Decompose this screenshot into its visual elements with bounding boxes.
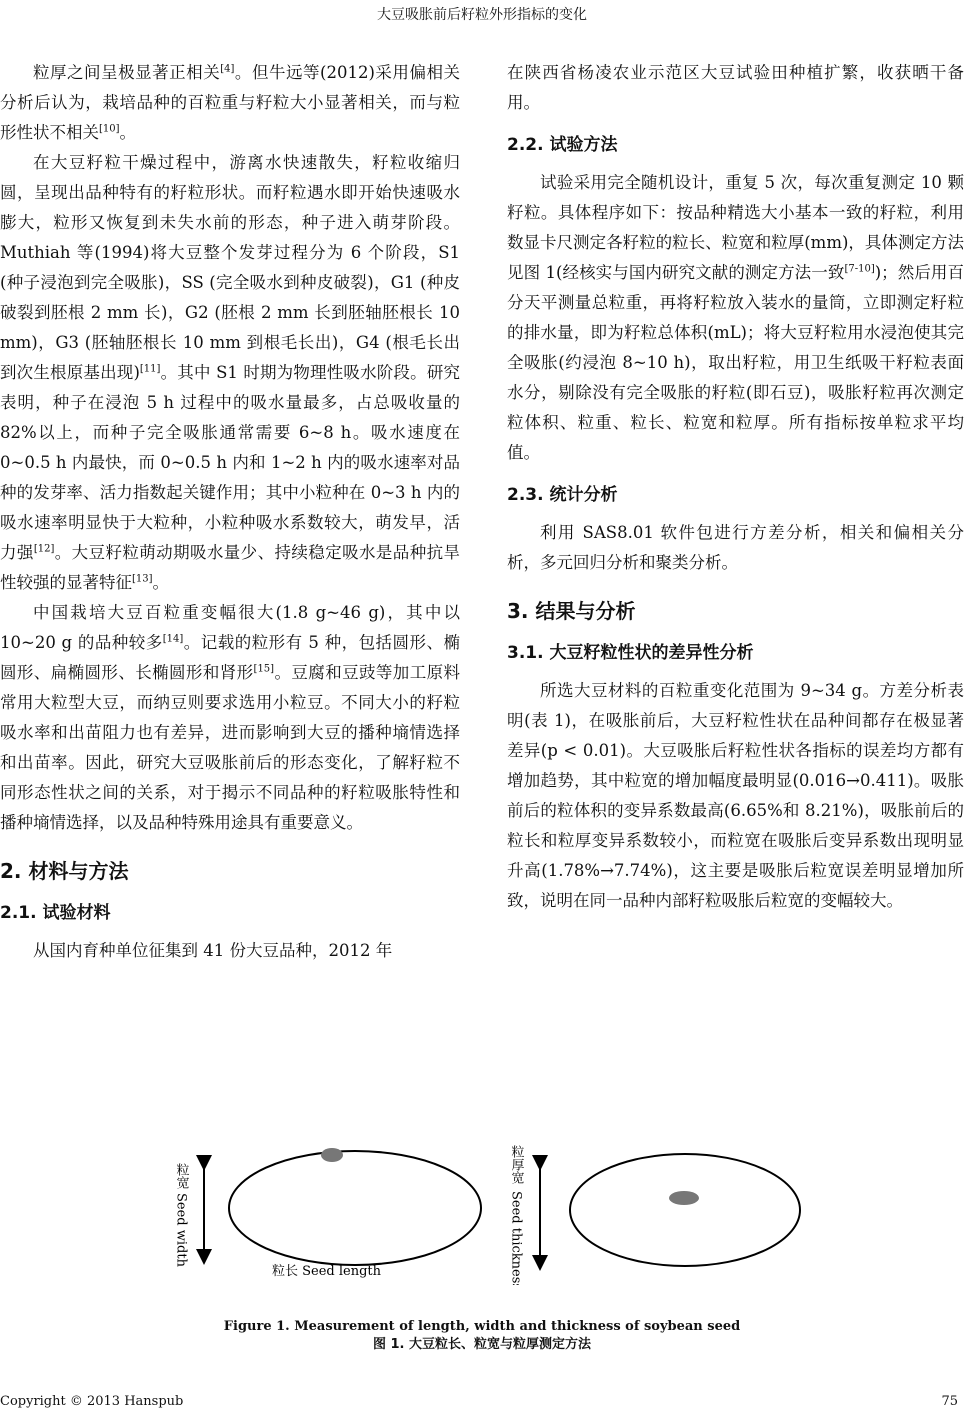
- thickness-label-zh: 粒厚宽: [508, 1145, 524, 1184]
- citation: [12]: [33, 543, 55, 555]
- left-column: [0, 58, 460, 966]
- subsection-heading-stats: 2.3. 统计分析: [507, 485, 618, 505]
- page-number: 75: [941, 1394, 958, 1409]
- thickness-label-en: Seed thickness: [508, 1191, 524, 1285]
- subsection-heading-materials: 2.1. 试验材料: [0, 903, 111, 923]
- citation: [7-10]: [844, 263, 875, 275]
- paragraph-2: 在大豆籽粒干燥过程中，游离水快速散失，籽粒收缩归圆，呈现出品种特有的籽粒形状。而籽粒遇水即开始快速吸水膨大，粒形又恢复到未失水前的形态，种子进入萌芽阶段。Muthiah 等(1994)将大豆整个发芽过程分为 6 个阶段，S1 (种子浸泡到完全吸胀)，SS (完全吸水到种皮破裂)，G1 (种皮破裂到胚根 2 mm 长)，G2 (胚根 2 mm 长到胚轴胚根长 10 mm)，G3 (胚轴胚根长 10 mm 到根毛长出)，G4 (根毛长出到次生根原基出现)[11]。其中 S1 时期为物理性吸水阶段。研究表明，种子在浸泡 5 h 过程中的吸水量最多，占总吸收量的 82%以上，而种子完全吸胀通常需要 6~8 h。吸水速度在 0~0.5 h 内最快，而 0~0.5 h 内和 1~2 h 内的吸水速率对品种的发芽率、活力指数起关键作用；其中小粒种在 0~3 h 内的吸水速率明显快于大粒种，小粒种吸水系数较大，萌发早，活力强[12]。大豆籽粒萌动期吸水量少、持续稳定吸水是品种抗旱性较强的显著特征[13]。: [0, 153, 461, 592]
- paragraph-2: 试验采用完全随机设计，重复 5 次，每次重复测定 10 颗籽粒。具体程序如下：按品种精选大小基本一致的籽粒，利用数显卡尺测定各籽粒的粒长、粒宽和粒厚(mm)，具体测定方法见图 1(经核实与国内研究文献的测定方法一致[7-10])；然后用百分天平测量总粒重，再将籽粒放入装水的量筒，立即测定籽粒的排水量，即为籽粒总体积(mL)；将大豆籽粒用水浸泡使其完全吸胀(约浸泡 8~10 h)，取出籽粒，用卫生纸吸干籽粒表面水分，剔除没有完全吸胀的籽粒(即石豆)，吸胀籽粒再次测定粒体积、粒重、粒长、粒宽和粒厚。所有指标按单粒求平均值。: [507, 173, 964, 462]
- paragraph-3: 中国栽培大豆百粒重变幅很大(1.8 g~46 g)，其中以 10~20 g 的品种较多[14]。记载的粒形有 5 种，包括圆形、椭圆形、扁椭圆形、长椭圆形和肾形[15]。豆腐和豆豉等加工原料常用大粒型大豆，而纳豆则要求选用小粒豆。不同大小的籽粒吸水率和出苗阻力也有差异，进而影响到大豆的播种墒情选择和出苗率。因此，研究大豆吸胀前后的形态变化，了解籽粒不同形态性状之间的关系，对于揭示不同品种的籽粒吸胀特性和播种墒情选择，以及品种特殊用途具有重要意义。: [0, 603, 461, 832]
- hilum-mark-side: [669, 1191, 699, 1205]
- paragraph-1: 在陕西省杨凌农业示范区大豆试验田种植扩繁，收获晒干备用。: [507, 63, 964, 112]
- paragraph-3: 利用 SAS8.01 软件包进行方差分析，相关和偏相关分析，多元回归分析和聚类分析。: [507, 523, 964, 572]
- citation: [10]: [99, 123, 120, 135]
- seed-top-view: [229, 1151, 481, 1265]
- seed-side-view: [570, 1154, 800, 1266]
- citation: [11]: [139, 363, 161, 375]
- hilum-mark: [321, 1148, 343, 1162]
- length-label: 粒长 Seed length: [272, 1264, 382, 1279]
- running-header: 大豆吸胀前后籽粒外形指标的变化: [377, 7, 587, 23]
- citation: [14]: [162, 633, 184, 645]
- width-label-zh: 粒宽: [173, 1163, 189, 1189]
- subsection-heading-differences: 3.1. 大豆籽粒性状的差异性分析: [507, 643, 754, 663]
- copyright: Copyright © 2013 Hanspub: [0, 1394, 184, 1409]
- citation: [13]: [132, 573, 153, 585]
- citation: [15]: [253, 663, 275, 675]
- right-column: [507, 58, 964, 916]
- seed-measurement-diagram: [160, 1135, 840, 1285]
- subsection-heading-method: 2.2. 试验方法: [507, 135, 618, 155]
- figure-caption: [0, 1318, 964, 1354]
- width-label-en: Seed width: [173, 1193, 189, 1267]
- caption-zh: 图 1. 大豆粒长、粒宽与粒厚测定方法: [372, 1337, 592, 1352]
- section-heading-methods: 2. 材料与方法: [0, 859, 129, 883]
- figure-1: [160, 1135, 840, 1285]
- citation: [4]: [220, 63, 235, 75]
- paragraph-4: 所选大豆材料的百粒重变化范围为 9~34 g。方差分析表明(表 1)，在吸胀前后，大豆籽粒性状在品种间都存在极显著差异(p < 0.01)。大豆吸胀后籽粒性状各指标的误差均方都有增加趋势，其中粒宽的增加幅度最明显(0.016→0.411)。吸胀前后的粒体积的变异系数最高(6.65%和 8.21%)，吸胀前后的粒长和粒厚变异系数较小，而粒宽在吸胀后变异系数出现明显升高(1.78%→7.74%)，这主要是吸胀后粒宽误差明显增加所致，说明在同一品种内部籽粒吸胀后粒宽的变幅较大。: [507, 681, 964, 910]
- caption-en: Figure 1. Measurement of length, width and thickness of soybean seed: [223, 1319, 741, 1334]
- paragraph-1: 粒厚之间呈极显著正相关[4]。但牛远等(2012)采用偏相关分析后认为，栽培品种的百粒重与籽粒大小显著相关，而与粒形性状不相关[10]。: [0, 63, 460, 142]
- section-heading-results: 3. 结果与分析: [507, 599, 636, 623]
- paragraph-4: 从国内育种单位征集到 41 份大豆品种，2012 年: [33, 941, 393, 960]
